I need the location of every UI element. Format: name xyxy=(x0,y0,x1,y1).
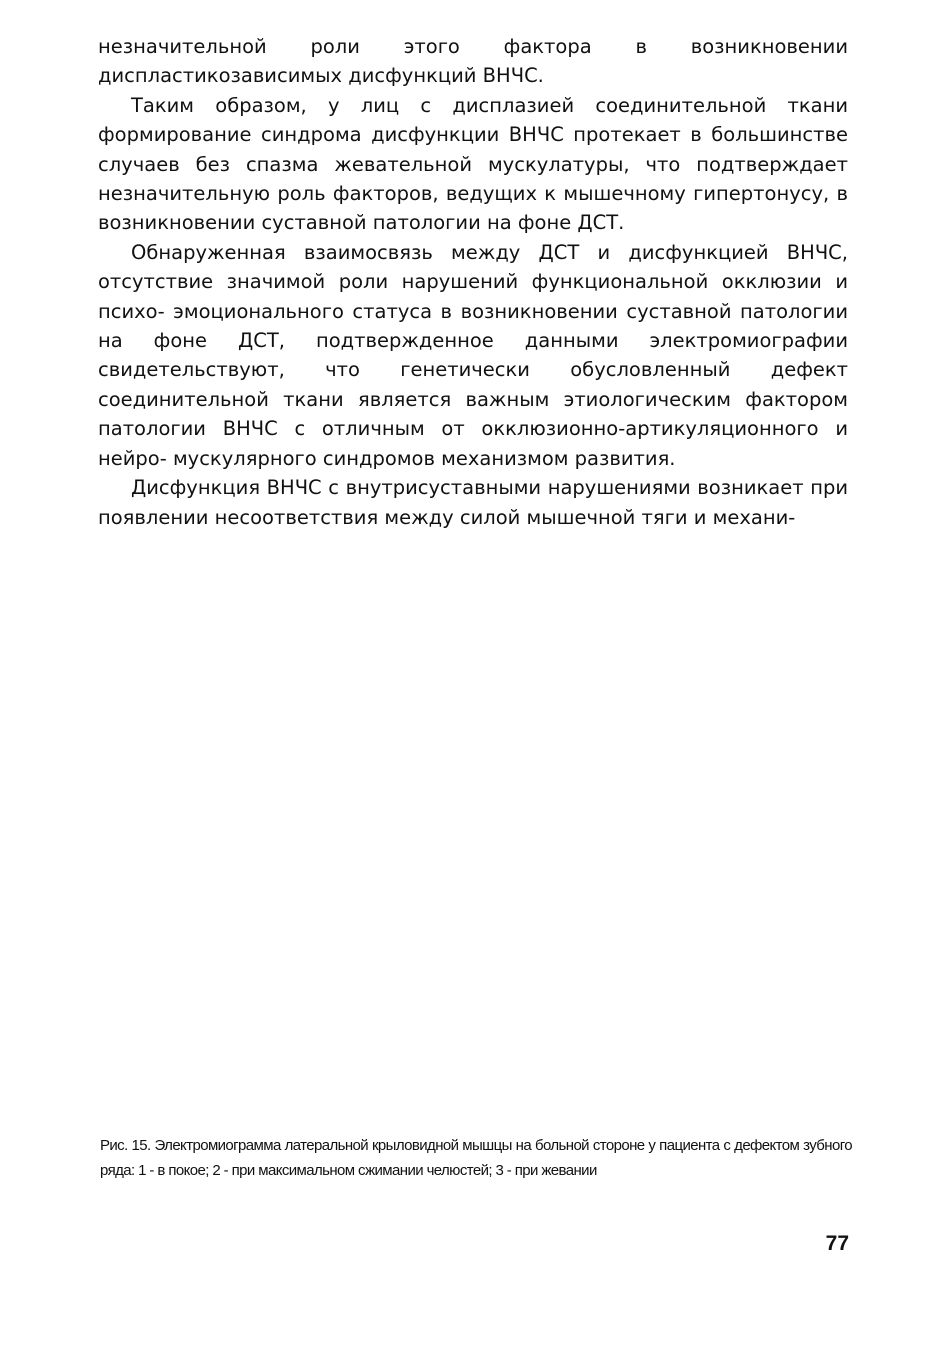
page-number: 77 xyxy=(825,1232,849,1255)
body-text xyxy=(98,32,848,532)
figure-caption: Рис. 15. Электромиограмма латеральной крыловидной мышцы на больной стороне у пациента с дефектом зубного ряда: 1 - в покое; 2 - при максимальном сжимании челюстей; 3 - при жевании xyxy=(100,1137,852,1179)
paragraph-conclusion: Таким образом, у лиц с дисплазией соединительной ткани формирование синдрома дисфункции ВНЧС протекает в большинстве случаев без спазма жевательной мускулатуры, что подтверждает незначительную роль факторов, ведущих к мышечному гипертонусу, в возникновении суставной патологии на фоне ДСТ. xyxy=(98,93,848,235)
paragraph-continuation: незначительной роли этого фактора в возникновении диспластикозависимых дисфункций ВНЧС. xyxy=(98,35,848,88)
paragraph-dysfunction: Дисфункция ВНЧС с внутрисуставными нарушениями возникает при появлении несоответствия между силой мышечной тяги и механи- xyxy=(98,476,848,529)
paragraph-relationship: Обнаруженная взаимосвязь между ДСТ и дисфункцией ВНЧС, отсутствие значимой роли нарушений функциональной окклюзии и психо- эмоционального статуса в возникновении суставной патологии на фоне ДСТ, подтвержденное данными электромиографии свидетельствуют, что генетически обусловленный дефект соединительной ткани является важным этиологическим фактором патологии ВНЧС с отличным от окклюзионно-артикуляционного и нейро- мускулярного синдромов механизмом развития. xyxy=(98,240,848,470)
